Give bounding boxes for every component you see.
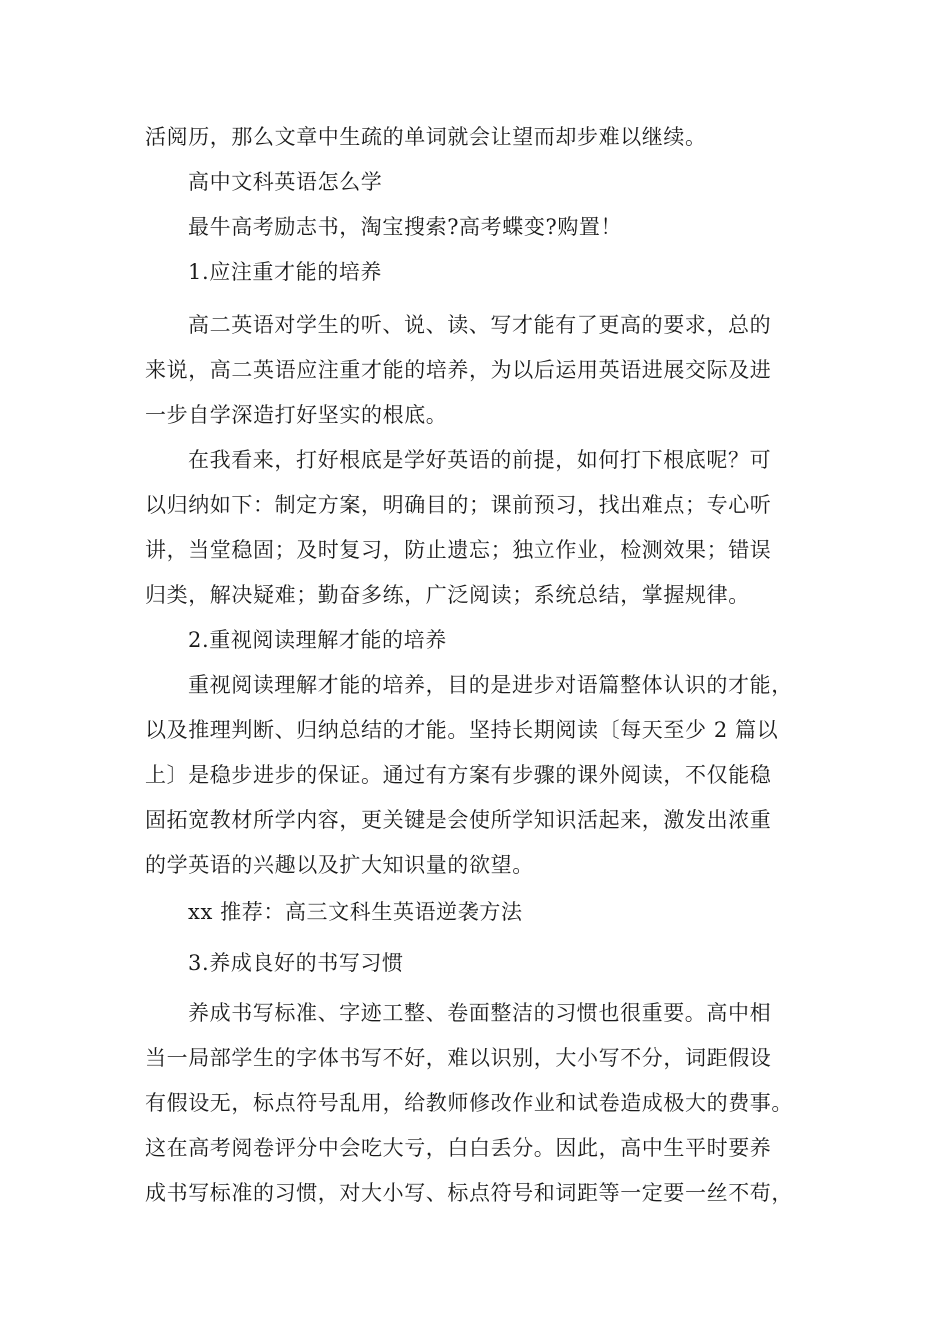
section-heading: 1.应注重才能的培养 <box>188 260 383 284</box>
body-text-line: 重视阅读理解才能的培养，目的是进步对语篇整体认识的才能， <box>188 673 793 697</box>
body-text-line: 上〕是稳步进步的保证。通过有方案有步骤的课外阅读，不仅能稳 <box>145 763 772 787</box>
body-text-line: 归类，解决疑难；勤奋多练，广泛阅读；系统总结，掌握规律。 <box>145 583 750 607</box>
body-text-line: 高二英语对学生的听、说、读、写才能有了更高的要求，总的 <box>188 313 772 337</box>
body-text-line: 当一局部学生的字体书写不好，难以识别，大小写不分，词距假设 <box>145 1046 772 1070</box>
body-text-line: 活阅历，那么文章中生疏的单词就会让望而却步难以继续。 <box>145 125 707 149</box>
body-text-line: 以及推理判断、归纳总结的才能。坚持长期阅读〔每天至少 2 篇以 <box>145 718 779 742</box>
body-text-line: 讲，当堂稳固；及时复习，防止遗忘；独立作业，检测效果；错误 <box>145 538 772 562</box>
body-text-line: 养成书写标准、字迹工整、卷面整洁的习惯也很重要。高中相 <box>188 1001 772 1025</box>
section-heading: 3.养成良好的书写习惯 <box>188 951 404 975</box>
body-text-line: 以归纳如下：制定方案，明确目的；课前预习，找出难点；专心听 <box>145 493 772 517</box>
body-text-line: 来说，高二英语应注重才能的培养，为以后运用英语进展交际及进 <box>145 358 772 382</box>
body-text-line: 这在高考阅卷评分中会吃大亏，白白丢分。因此，高中生平时要养 <box>145 1136 772 1160</box>
body-text-line: 固拓宽教材所学内容，更关键是会使所学知识活起来，激发出浓重 <box>145 808 772 832</box>
section-heading: 2.重视阅读理解才能的培养 <box>188 628 447 652</box>
recommendation-line: xx 推荐：高三文科生英语逆袭方法 <box>188 900 523 924</box>
body-text-line: 在我看来，打好根底是学好英语的前提，如何打下根底呢？可 <box>188 448 772 472</box>
body-text-line: 最牛高考励志书，淘宝搜索?高考蝶变?购置！ <box>188 215 623 239</box>
body-text-line: 有假设无，标点符号乱用，给教师修改作业和试卷造成极大的费事。 <box>145 1091 793 1115</box>
body-text-line: 一步自学深造打好坚实的根底。 <box>145 403 448 427</box>
section-title: 高中文科英语怎么学 <box>188 170 383 194</box>
body-text-line: 成书写标准的习惯，对大小写、标点符号和词距等一定要一丝不苟， <box>145 1181 793 1205</box>
body-text-line: 的学英语的兴趣以及扩大知识量的欲望。 <box>145 853 534 877</box>
